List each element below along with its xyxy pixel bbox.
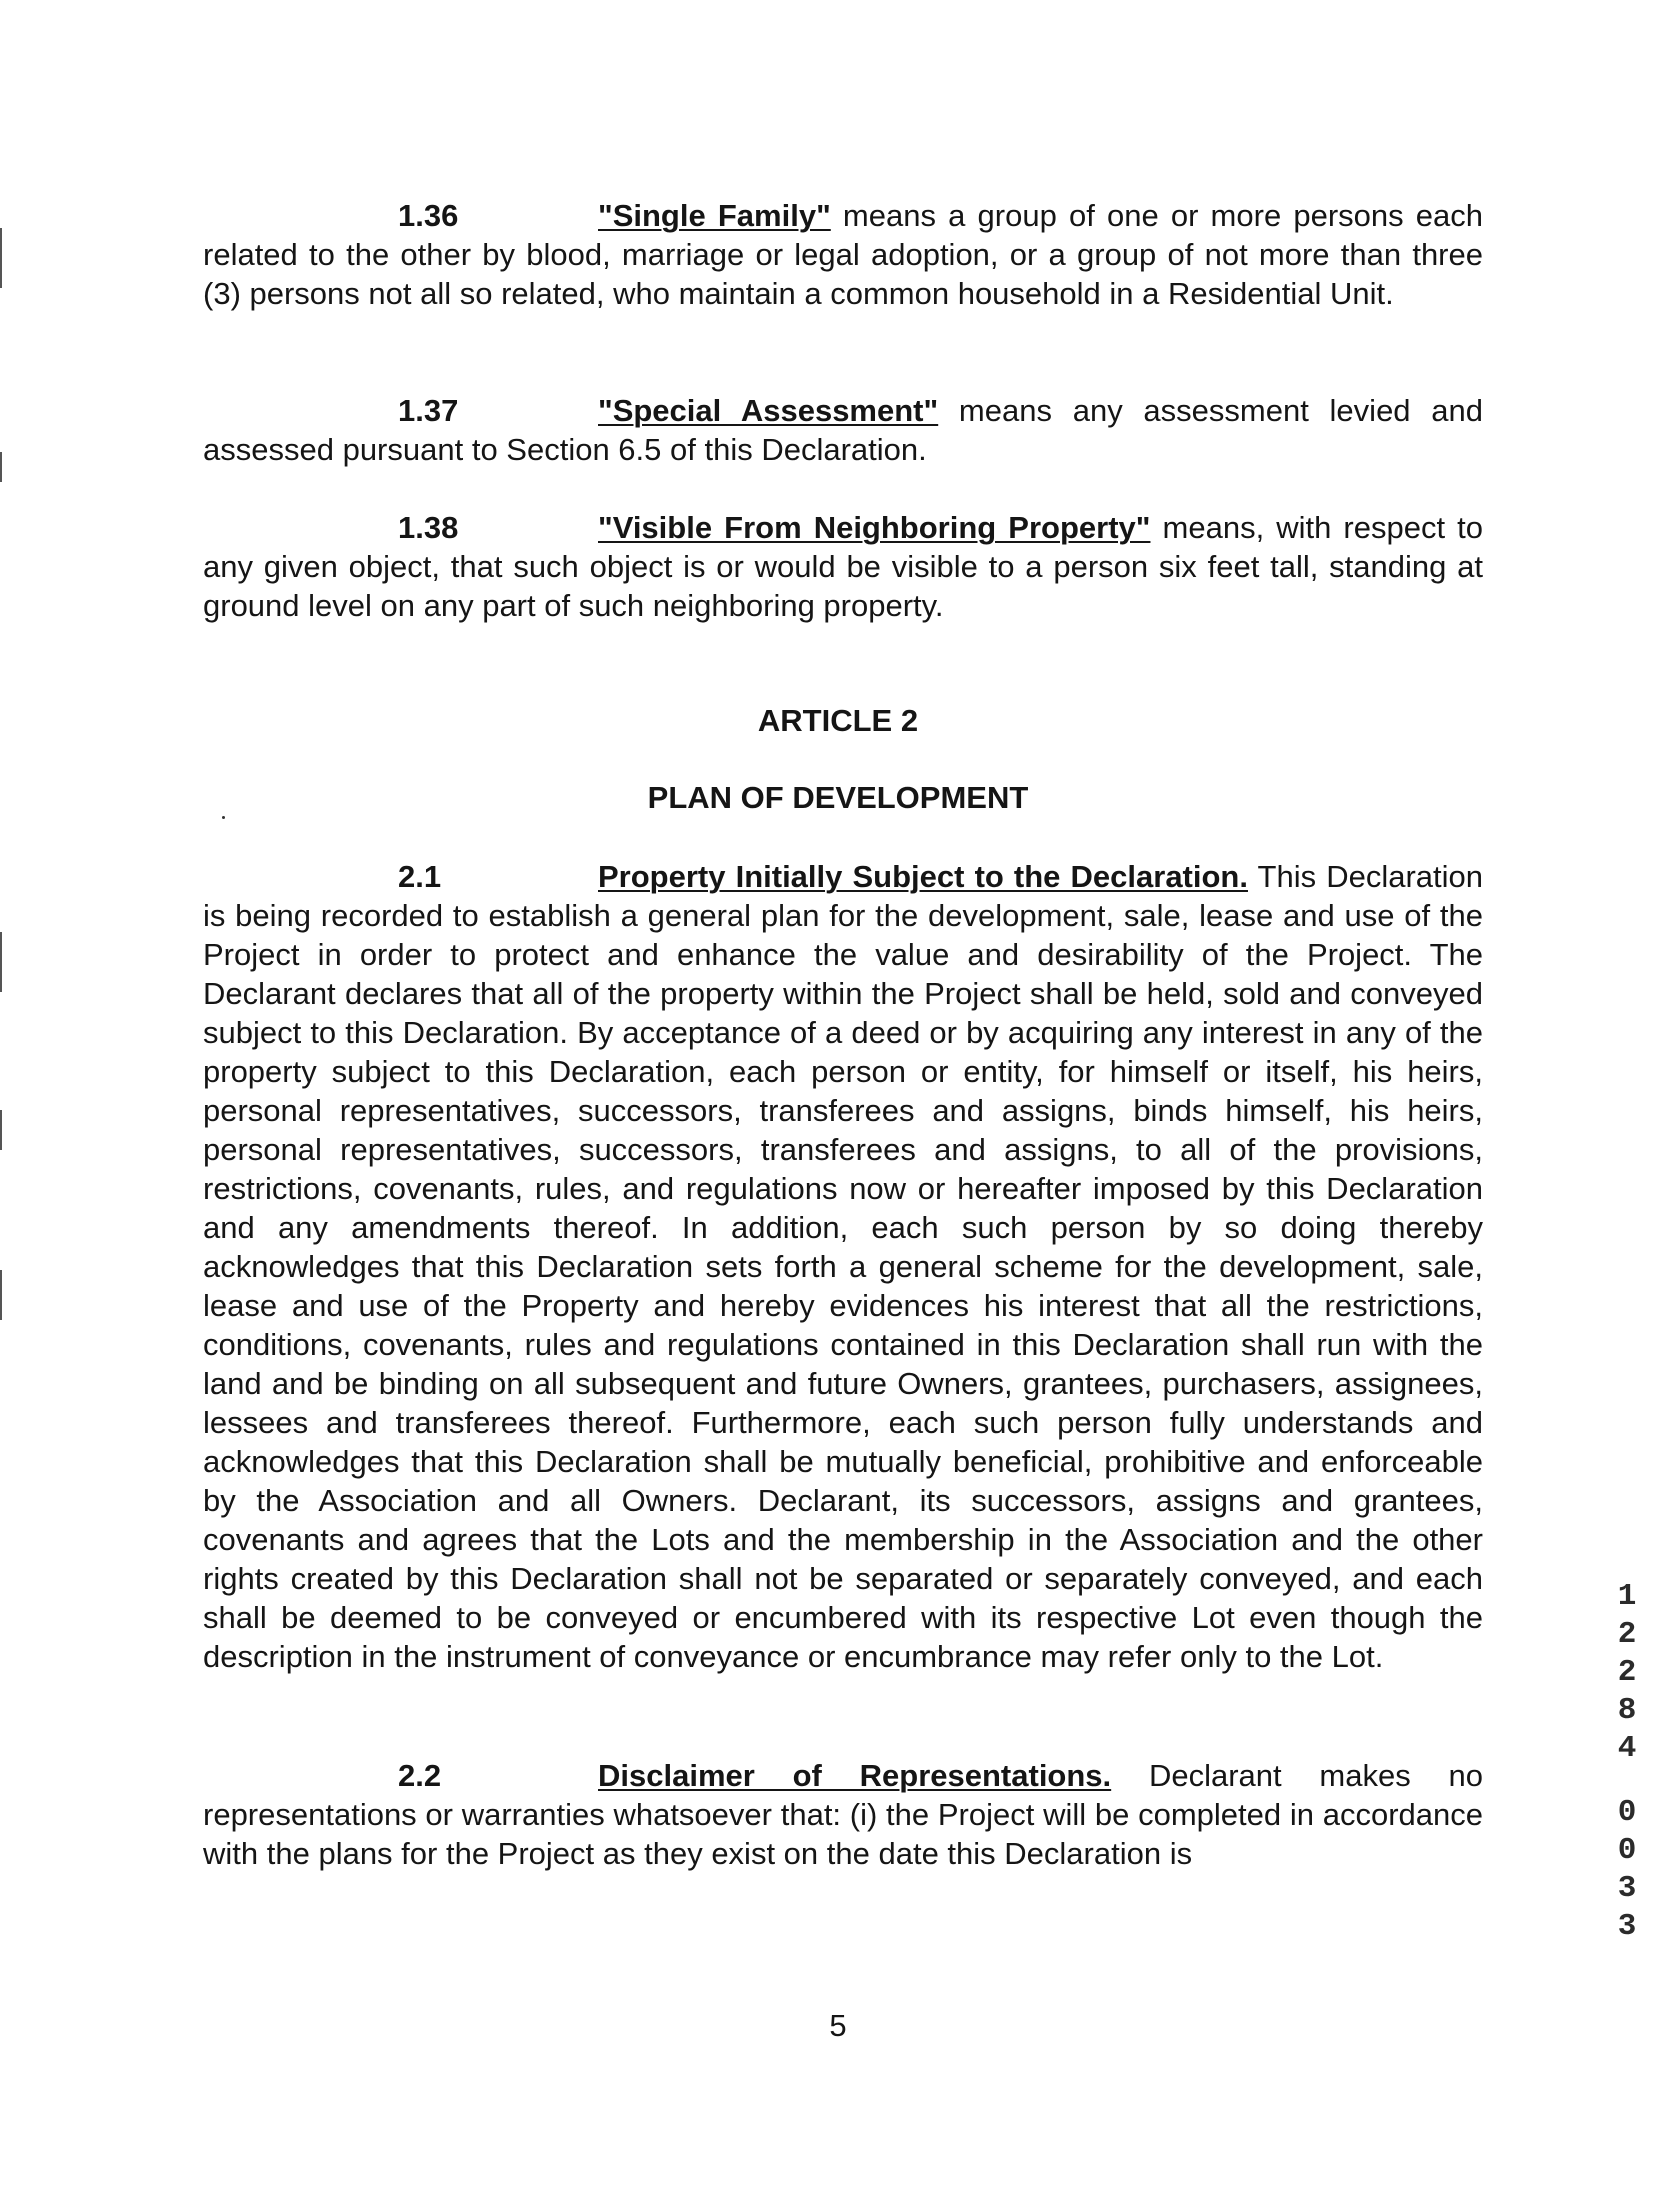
scan-margin-mark xyxy=(0,1110,2,1150)
section-text: means a group of one or more persons each related to the other by blood, marriage or legal adoption, or a group of not more than three (3) persons not all so related, who maintain a common household in a Residential Unit. xyxy=(203,198,1483,311)
defined-term: "Special Assessment" xyxy=(598,393,939,428)
section-heading: Property Initially Subject to the Declaration. xyxy=(598,859,1248,894)
defined-term: "Visible From Neighboring Property" xyxy=(598,510,1151,545)
recording-stamp xyxy=(1612,1578,1642,1946)
section-number: 1.36 xyxy=(398,198,459,233)
section-number: 1.37 xyxy=(398,393,459,428)
section-text: Declarant makes no representations or warranties whatsoever that: (i) the Project will be completed in accordance with the plans for the Project as they exist on the date this Declaration is xyxy=(203,1758,1483,1871)
section-1-38 xyxy=(203,508,1483,625)
article-title: ARTICLE 2 xyxy=(757,703,919,738)
section-number: 1.38 xyxy=(398,510,459,545)
section-text: means any assessment levied and assessed pursuant to Section 6.5 of this Declaration. xyxy=(203,393,1483,467)
stamp-gap xyxy=(1612,1768,1642,1794)
stamp-digit: 2 xyxy=(1617,1655,1637,1690)
stamp-digit: 0 xyxy=(1617,1833,1637,1868)
stamp-digit: 4 xyxy=(1617,1731,1637,1766)
section-number: 2.1 xyxy=(398,859,442,894)
stamp-digit: 0 xyxy=(1617,1795,1637,1830)
section-text: This Declaration is being recorded to establish a general plan for the development, sale, lease and use of the Project in order to protect and enhance the value and desirability of the Project. The Declarant declares that all of the property within the Project shall be held, sold and conveyed subject to this Declaration. By acceptance of a deed or by acquiring any interest in any of the property subject to this Declaration, each person or entity, for himself or itself, his heirs, personal representatives, successors, transferees and assigns, binds himself, his heirs, personal representatives, successors, transferees and assigns, to all of the provisions, restrictions, covenants, rules, and regulations now or hereafter imposed by this Declaration and any amendments thereof. In addition, each such person by so doing thereby acknowledges that this Declaration sets forth a general scheme for the development, sale, lease and use of the Property and hereby evidences his interest that all the restrictions, conditions, covenants, rules and regulations contained in this Declaration shall run with the land and be binding on all subsequent and future Owners, grantees, purchasers, assignees, lessees and transferees thereof. Furthermore, each such person fully understands and acknowledges that this Declaration shall be mutually beneficial, prohibitive and enforceable by the Association and all Owners. Declarant, its successors, assigns and grantees, covenants and agrees that the Lots and the membership in the Association and the other rights created by this Declaration shall not be separated or separately conveyed, and each shall be deemed to be conveyed or encumbered with its respective Lot even though the description in the instrument of conveyance or encumbrance may refer only to the Lot. xyxy=(203,859,1483,1674)
stamp-digit: 1 xyxy=(1617,1579,1637,1614)
section-1-36 xyxy=(203,196,1483,313)
scan-speck xyxy=(222,816,225,819)
section-1-37 xyxy=(203,391,1483,469)
scan-margin-mark xyxy=(0,1270,2,1320)
page-number: 5 xyxy=(829,2008,847,2043)
section-heading: Disclaimer of Representations. xyxy=(598,1758,1112,1793)
scan-margin-mark xyxy=(0,228,2,288)
section-number: 2.2 xyxy=(398,1758,442,1793)
stamp-digit: 2 xyxy=(1617,1617,1637,1652)
article-subtitle: PLAN OF DEVELOPMENT xyxy=(647,780,1029,815)
stamp-digit: 3 xyxy=(1617,1909,1637,1944)
defined-term: "Single Family" xyxy=(598,198,831,233)
section-2-1 xyxy=(203,857,1483,1676)
stamp-digit: 3 xyxy=(1617,1871,1637,1906)
stamp-digit: 8 xyxy=(1617,1693,1637,1728)
scan-margin-mark xyxy=(0,452,2,482)
section-2-2 xyxy=(203,1756,1483,1873)
section-text: means, with respect to any given object, that such object is or would be visible to a person six feet tall, standing at ground level on any part of such neighboring property. xyxy=(203,510,1484,623)
scan-margin-mark xyxy=(0,932,2,992)
